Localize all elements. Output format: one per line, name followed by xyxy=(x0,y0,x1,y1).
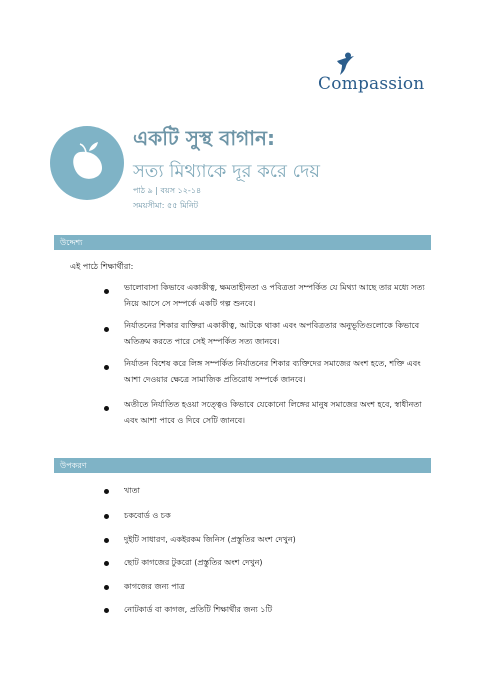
bullet-icon xyxy=(104,327,109,332)
compassion-logo xyxy=(318,52,436,98)
objective-item: নির্যাতনের শিকার ব্যক্তিরা একাকীত্ব, আটকে থাকা এবং অপবিত্রতার অনুভূতিগুলোকে কিভাবে অতিক্রম করতে পারে সেই সম্পর্কিত সত্য জানবে। xyxy=(124,321,420,346)
page-subtitle: সত্য মিথ্যাকে দূর করে দেয় xyxy=(133,161,321,182)
material-item: নোটকার্ড বা কাগজ, প্রতিটি শিক্ষার্থীর জন্য ১টি xyxy=(124,605,273,614)
logo-text: Compassion xyxy=(318,74,425,94)
bullet-icon xyxy=(104,514,109,519)
material-item: কাগজের জন্য পাত্র xyxy=(124,582,185,591)
bullet-icon xyxy=(104,489,109,494)
material-item: দুইটি সাধারণ, একইরকম জিনিস (প্রস্তুতির অংশ দেখুন) xyxy=(124,535,296,544)
objectives-intro: এই পাঠে শিক্ষার্থীরা: xyxy=(70,262,134,271)
bullet-icon xyxy=(104,406,109,411)
duration: সময়সীমা: ৫৫ মিনিট xyxy=(133,201,199,210)
objectives-header: উদ্দেশ্য xyxy=(54,235,431,250)
bullet-icon xyxy=(104,561,109,566)
bullet-icon xyxy=(104,585,109,590)
material-item: ছোট কাগজের টুকরো (প্রস্তুতির অংশ দেখুন) xyxy=(124,558,263,567)
page-title: একটি সুস্থ বাগান: xyxy=(133,126,275,150)
objective-item: অতীতে নির্যাতিত হওয়া সত্ত্বেও কিভাবে যেকোনো লিঙ্গের মানুষ সমাজের অংশ হবে, স্বাধীনতা এবং আশা পাবে ও দিবে সেটি জানবে। xyxy=(124,400,422,425)
materials-header: উপকরণ xyxy=(54,458,431,473)
objective-item: ভালোবাসা কিভাবে একাকীত্ব, ক্ষমতাহীনতা ও পবিত্রতা সম্পর্কিত যে মিথ্যা আছে তার মধ্যে সত্য নিয়ে আসে সে সম্পর্কে একটি গল্প শুনবে। xyxy=(124,283,425,308)
mango-icon xyxy=(50,126,124,200)
bullet-icon xyxy=(104,365,109,370)
material-item: চকবোর্ড ও চক xyxy=(124,511,171,520)
objective-item: নির্যাতন বিশেষ করে লিঙ্গ সম্পর্কিত নির্যাতনের শিকার ব্যক্তিদের সমাজের অংশ হতে, শক্তি এবং আশা দেওয়ার ক্ষেত্রে সামাজিক প্রতিরোধ সম্পর্কে জানবে। xyxy=(124,359,421,384)
person-icon xyxy=(334,52,356,76)
material-item: খাতা xyxy=(124,486,140,495)
mango-badge xyxy=(50,126,124,200)
bullet-icon xyxy=(104,608,109,613)
bullet-icon xyxy=(104,538,109,543)
lesson-age: পাঠ ৯ | বয়স ১২-১৪ xyxy=(133,186,202,195)
bullet-icon xyxy=(104,289,109,294)
